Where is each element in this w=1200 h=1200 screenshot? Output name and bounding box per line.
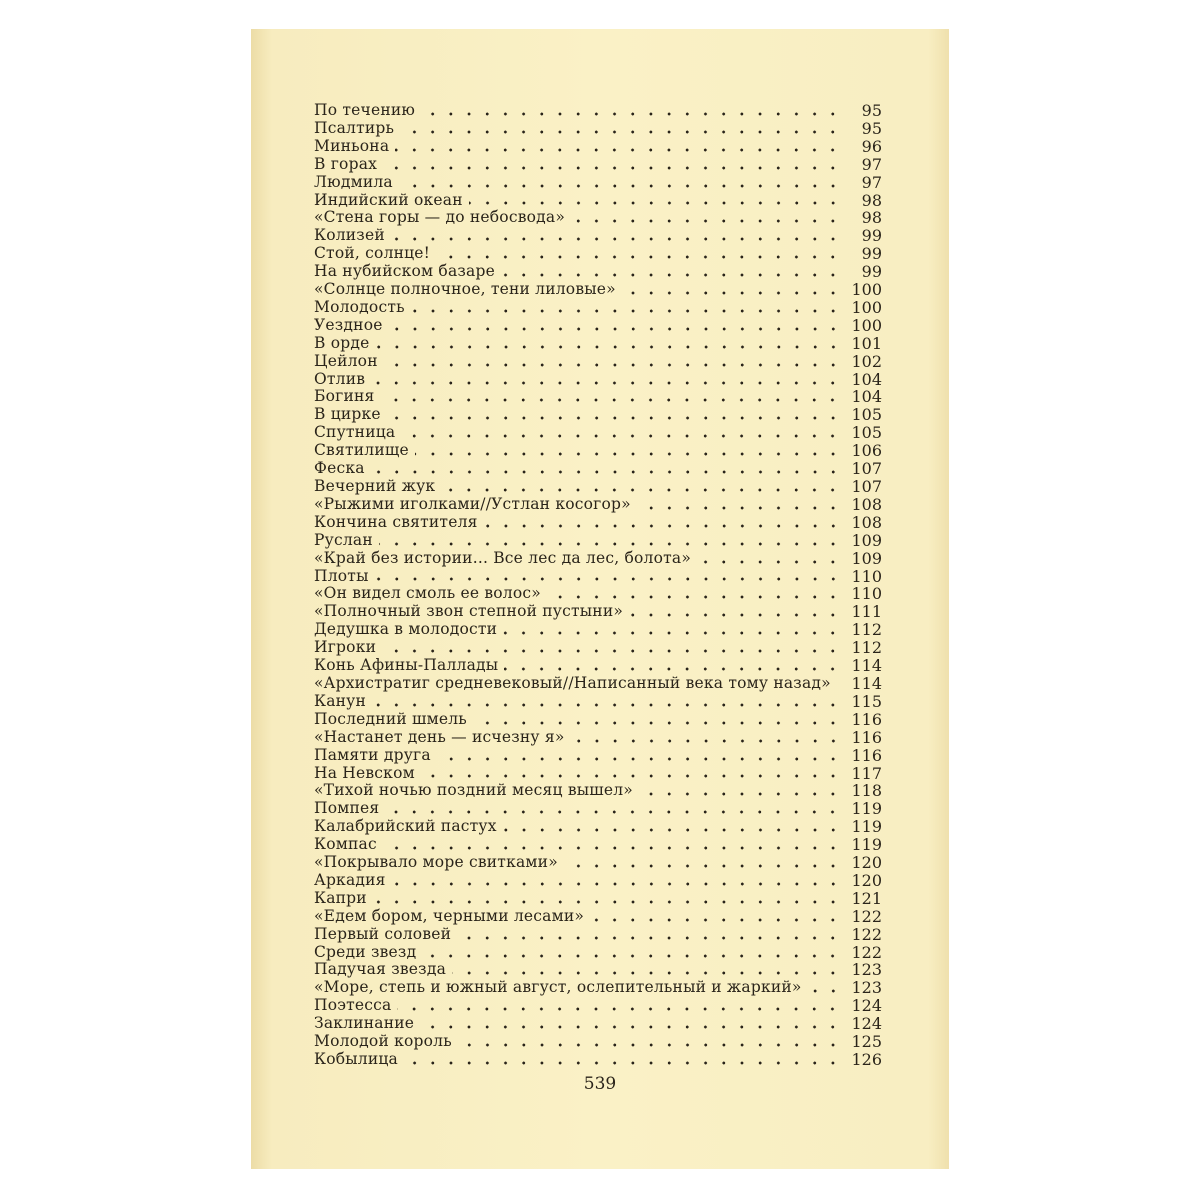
toc-entry-title: Канун (314, 691, 367, 710)
dot-leader (504, 667, 842, 671)
toc-entry-page: 112 (851, 620, 882, 640)
dot-leader (383, 166, 842, 170)
toc-entry-page: 109 (851, 548, 882, 568)
dot-leader (387, 416, 842, 420)
toc-entry-page: 119 (851, 835, 882, 855)
toc-entry-page: 109 (851, 530, 882, 550)
toc-entry-title: «Тихой ночью поздний месяц вышел» (314, 781, 633, 800)
toc-entry-page: 122 (851, 924, 882, 944)
toc-entry-title: Спутница (314, 423, 396, 442)
toc-entry-page: 125 (851, 1032, 882, 1052)
toc-entry-title: Дедушка в молодости (314, 620, 498, 639)
toc-entry-page: 111 (851, 602, 882, 622)
dot-leader (437, 757, 842, 761)
toc-entry (314, 174, 882, 192)
dot-leader (837, 685, 842, 689)
dot-leader (547, 595, 842, 599)
toc-entry (314, 782, 882, 800)
toc-entry (314, 1051, 882, 1069)
toc-entry-page: 110 (851, 566, 882, 586)
toc-entry-title: Среди звезд (314, 942, 417, 961)
toc-entry (314, 192, 882, 210)
toc-entry-title: Молодость (314, 297, 405, 316)
toc-entry-page: 110 (851, 584, 882, 604)
toc-entry (314, 1033, 882, 1051)
toc-entry-page: 116 (851, 709, 882, 729)
dot-leader (373, 900, 842, 904)
toc-entry (314, 962, 882, 980)
toc-entry-page: 100 (851, 315, 882, 335)
toc-entry (314, 209, 882, 227)
toc-entry-title: В орде (314, 333, 370, 352)
toc-entry-title: «Едем бором, черными лесами» (314, 906, 585, 925)
toc-entry (314, 711, 882, 729)
dot-leader (375, 577, 842, 581)
toc-entry (314, 657, 882, 675)
dot-leader (808, 989, 842, 993)
toc-entry (314, 854, 882, 872)
toc-entry (314, 406, 882, 424)
toc-entry-title: «Стена горы — до небосвода» (314, 208, 566, 227)
toc-entry-title: Заклинание (314, 1014, 415, 1033)
toc-entry-title: Уездное (314, 315, 383, 334)
toc-entry-page: 124 (851, 996, 882, 1016)
toc-entry-page: 97 (861, 154, 882, 174)
toc-entry-page: 100 (851, 297, 882, 317)
toc-entry (314, 639, 882, 657)
toc-entry (314, 979, 882, 997)
toc-entry-title: Капри (314, 888, 367, 907)
toc-entry-title: Кобылица (314, 1050, 398, 1069)
toc-entry-title: Феска (314, 459, 365, 478)
toc-entry (314, 263, 882, 281)
toc-entry (314, 102, 882, 120)
toc-entry-title: В горах (314, 154, 378, 173)
toc-entry (314, 603, 882, 621)
toc-entry-page: 105 (851, 405, 882, 425)
dot-leader (382, 649, 842, 653)
toc-entry-page: 95 (861, 100, 882, 120)
toc-entry-title: Кончина святителя (314, 512, 478, 531)
toc-entry (314, 800, 882, 818)
toc-entry-page: 116 (851, 745, 882, 765)
dot-leader (401, 434, 842, 438)
book-page (251, 29, 949, 1169)
toc-entry (314, 568, 882, 586)
toc-entry (314, 371, 882, 389)
toc-entry (314, 908, 882, 926)
toc-entry-page: 108 (851, 512, 882, 532)
toc-entry (314, 944, 882, 962)
toc-entry (314, 836, 882, 854)
toc-entry-title: «Море, степь и южный август, ослепительный и жаркий» (314, 978, 802, 997)
toc-entry-page: 126 (851, 1050, 882, 1070)
toc-entry-page: 122 (851, 942, 882, 962)
toc-entry-page: 117 (851, 763, 882, 783)
toc-entry-page: 123 (851, 978, 882, 998)
toc-entry (314, 693, 882, 711)
toc-entry-title: Падучая звезда (314, 960, 447, 979)
toc-entry-title: Отлив (314, 369, 366, 388)
dot-leader (371, 381, 842, 385)
toc-entry-page: 119 (851, 817, 882, 837)
dot-leader (473, 721, 842, 725)
dot-leader (421, 774, 842, 778)
toc-entry-title: Калабрийский пастух (314, 817, 497, 836)
dot-leader (571, 739, 842, 743)
dot-leader (371, 470, 842, 474)
toc-entry-title: «Полночный звон степной пустыни» (314, 602, 624, 621)
toc-entry-title: «Край без истории... Все лес да лес, болота» (314, 548, 692, 567)
toc-entry (314, 550, 882, 568)
dot-leader (391, 237, 842, 241)
toc-entry-title: Стой, солнце! (314, 244, 431, 263)
toc-entry-title: Индийский океан (314, 190, 463, 209)
dot-leader (397, 1007, 842, 1011)
toc-entry-page: 108 (851, 494, 882, 514)
dot-leader (571, 219, 842, 223)
dot-leader (400, 130, 842, 134)
toc-entry-page: 120 (851, 853, 882, 873)
toc-entry-page: 112 (851, 638, 882, 658)
toc-entry-title: «Покрывало море свитками» (314, 853, 558, 872)
toc-entry-page: 104 (851, 369, 882, 389)
toc-entry-title: Вечерний жук (314, 477, 436, 496)
toc-entry-title: Конь Афины-Паллады (314, 656, 499, 675)
page-number: 539 (583, 1074, 617, 1094)
dot-leader (452, 971, 842, 975)
toc-entry (314, 353, 882, 371)
toc-entry-page: 104 (851, 387, 882, 407)
toc-entry (314, 389, 882, 407)
toc-entry (314, 729, 882, 747)
dot-leader (372, 703, 842, 707)
toc-entry-title: Псалтирь (314, 118, 395, 137)
dot-leader (420, 1025, 842, 1029)
toc-entry-page: 123 (851, 960, 882, 980)
toc-entry-title: Плоты (314, 566, 369, 585)
toc-entry-page: 124 (851, 1014, 882, 1034)
dot-leader (469, 201, 842, 205)
toc-entry-page: 106 (851, 441, 882, 461)
toc-entry (314, 317, 882, 335)
dot-leader (376, 345, 843, 349)
toc-entry-page: 120 (851, 870, 882, 890)
dot-leader (503, 631, 842, 635)
toc-entry-title: На Невском (314, 763, 415, 782)
toc-entry (314, 747, 882, 765)
toc-entry-title: Последний шмель (314, 709, 467, 728)
toc-entry-title: Игроки (314, 638, 377, 657)
toc-entry-title: Молодой король (314, 1032, 452, 1051)
dot-leader (503, 828, 842, 832)
toc-entry (314, 532, 882, 550)
toc-entry (314, 514, 882, 532)
toc-entry-title: В цирке (314, 405, 381, 424)
toc-entry-title: Святилище (314, 441, 409, 460)
toc-entry-page: 116 (851, 727, 882, 747)
dot-leader (404, 1061, 842, 1065)
toc-entry (314, 227, 882, 245)
toc-entry-page: 118 (851, 781, 882, 801)
toc-entry-title: «Архистратиг средневековый//Написанный века тому назад» (314, 673, 831, 692)
toc-entry-page: 99 (861, 244, 882, 264)
dot-leader (399, 184, 842, 188)
toc-entry-page: 95 (861, 118, 882, 138)
toc-entry (314, 872, 882, 890)
toc-entry (314, 120, 882, 138)
toc-entry-page: 121 (851, 888, 882, 908)
dot-leader (411, 309, 842, 313)
toc-entry-title: Цейлон (314, 351, 378, 370)
toc-entry-title: Поэтесса (314, 996, 392, 1015)
dot-leader (484, 524, 842, 528)
dot-leader (637, 506, 842, 510)
dot-leader (389, 327, 842, 331)
toc-entry-page: 107 (851, 477, 882, 497)
toc-entry (314, 1015, 882, 1033)
toc-entry-page: 102 (851, 351, 882, 371)
dot-leader (421, 112, 842, 116)
toc-entry-title: Людмила (314, 172, 393, 191)
toc-entry-page: 105 (851, 423, 882, 443)
toc-entry (314, 496, 882, 514)
dot-leader (422, 954, 842, 958)
toc-entry-page: 99 (861, 226, 882, 246)
toc-entry-page: 114 (851, 656, 882, 676)
dot-leader (590, 918, 842, 922)
toc-entry (314, 460, 882, 478)
dot-leader (501, 273, 842, 277)
dot-leader (384, 363, 842, 367)
toc-entry (314, 926, 882, 944)
dot-leader (379, 542, 842, 546)
dot-leader (622, 291, 842, 295)
toc-entry (314, 818, 882, 836)
toc-entry-title: По течению (314, 100, 416, 119)
toc-entry-title: На нубийском базаре (314, 262, 495, 281)
toc-entry-title: Руслан (314, 530, 373, 549)
toc-entry-title: «Рыжими иголками//Устлан косогор» (314, 494, 631, 513)
toc-entry (314, 299, 882, 317)
toc-entry-title: «Солнце полночное, тени лиловые» (314, 280, 616, 299)
toc-entry-page: 98 (861, 208, 882, 228)
dot-leader (415, 452, 842, 456)
toc-entry-title: Колизей (314, 226, 385, 245)
dot-leader (697, 560, 842, 564)
dot-leader (629, 613, 842, 617)
toc-entry (314, 156, 882, 174)
toc-entry (314, 997, 882, 1015)
table-of-contents (314, 102, 882, 1069)
toc-entry-title: Миньона (314, 136, 390, 155)
toc-entry-title: «Он видел смоль ее волос» (314, 584, 541, 603)
toc-entry (314, 245, 882, 263)
dot-leader (441, 488, 842, 492)
dot-leader (564, 864, 842, 868)
toc-entry-page: 107 (851, 459, 882, 479)
dot-leader (436, 255, 842, 259)
toc-entry-page: 101 (851, 333, 882, 353)
toc-entry-page: 119 (851, 799, 882, 819)
toc-entry (314, 765, 882, 783)
toc-entry-title: Компас (314, 835, 377, 854)
toc-entry (314, 478, 882, 496)
toc-entry-page: 115 (851, 691, 882, 711)
toc-entry (314, 890, 882, 908)
toc-entry-title: Памяти друга (314, 745, 431, 764)
toc-entry (314, 442, 882, 460)
toc-entry (314, 585, 882, 603)
toc-entry (314, 424, 882, 442)
toc-entry-page: 99 (861, 262, 882, 282)
toc-entry-title: Помпея (314, 799, 380, 818)
toc-entry-title: Аркадия (314, 870, 386, 889)
toc-entry-page: 122 (851, 906, 882, 926)
toc-entry-page: 96 (861, 136, 882, 156)
toc-entry-page: 98 (861, 190, 882, 210)
toc-entry (314, 621, 882, 639)
dot-leader (457, 936, 842, 940)
dot-leader (639, 792, 842, 796)
dot-leader (392, 882, 842, 886)
toc-entry (314, 281, 882, 299)
toc-entry (314, 335, 882, 353)
dot-leader (383, 846, 842, 850)
toc-entry-page: 114 (851, 673, 882, 693)
toc-entry-title: «Настанет день — исчезну я» (314, 727, 565, 746)
toc-entry-page: 100 (851, 280, 882, 300)
toc-entry-title: Богиня (314, 387, 375, 406)
dot-leader (385, 810, 842, 814)
toc-entry-title: Первый соловей (314, 924, 452, 943)
toc-entry (314, 138, 882, 156)
dot-leader (380, 398, 842, 402)
toc-entry-page: 97 (861, 172, 882, 192)
toc-entry (314, 675, 882, 693)
dot-leader (395, 148, 842, 152)
dot-leader (458, 1043, 842, 1047)
